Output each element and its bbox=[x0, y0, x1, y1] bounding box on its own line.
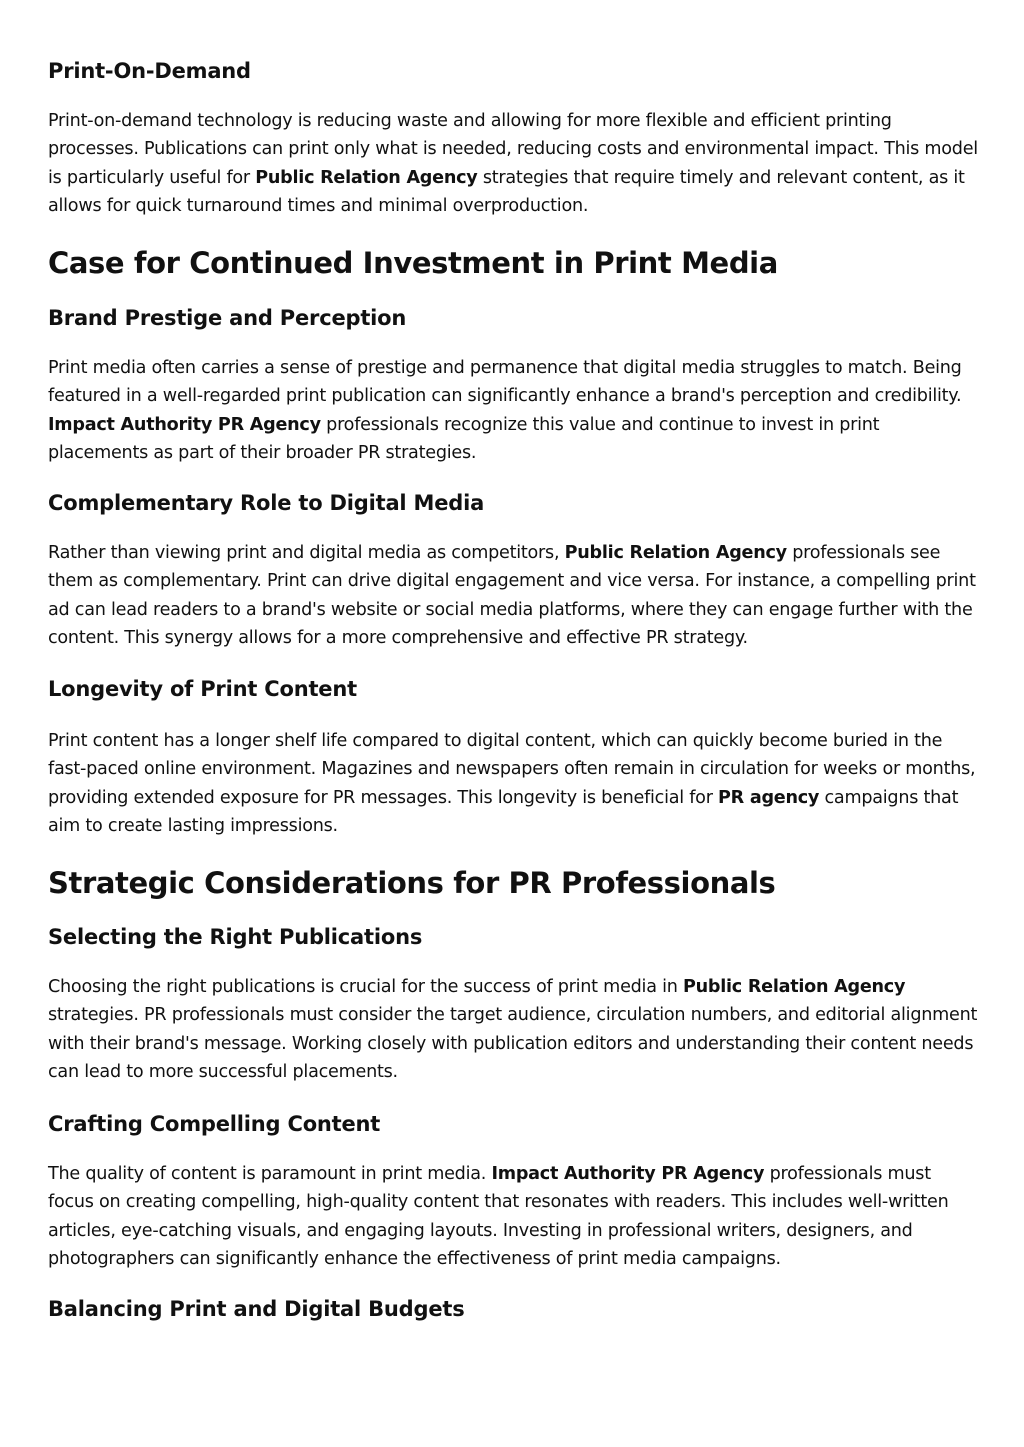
paragraph-selecting-publications: Choosing the right publications is crucial for the success of print media in Public Relation Agency strategies. PR professionals must consider the target audience, circulation numbers, and editorial alignment with their brand's message. Working closely with publication editors and understanding their content needs can lead to more successful placements. bbox=[48, 977, 978, 1083]
paragraph-complementary-role: Rather than viewing print and digital media as competitors, Public Relation Agency professionals see them as complementary. Print can drive digital engagement and vice versa. For instance, a compelling print ad can lead readers to a brand's website or social media platforms, where they can engage further with the content. This synergy allows for a more comprehensive and effective PR strategy. bbox=[48, 543, 976, 649]
heading-strategic-considerations: Strategic Considerations for PR Professionals bbox=[48, 866, 776, 900]
bold-keyword: Impact Authority PR Agency bbox=[48, 414, 321, 435]
subheading-longevity: Longevity of Print Content bbox=[48, 677, 357, 701]
subheading-selecting-publications: Selecting the Right Publications bbox=[48, 925, 423, 949]
paragraph-brand-prestige: Print media often carries a sense of prestige and permanence that digital media struggles to match. Being featured in a well-regarded print publication can significantly enhance a brand's perception and credibility. Impact Authority PR Agency professionals recognize this value and continue to invest in print placements as part of their broader PR strategies. bbox=[48, 358, 962, 464]
bold-keyword: Impact Authority PR Agency bbox=[491, 1164, 765, 1184]
bold-keyword: Public Relation Agency bbox=[255, 167, 478, 188]
subheading-complementary-role: Complementary Role to Digital Media bbox=[48, 491, 485, 515]
paragraph-longevity: Print content has a longer shelf life compared to digital content, which can quickly become buried in the fast-paced online environment. Magazines and newspapers often remain in circulation for weeks or months, providing extended exposure for PR messages. This longevity is beneficial for PR agency campaigns that aim to create lasting impressions. bbox=[48, 731, 976, 837]
bold-keyword: Public Relation Agency bbox=[682, 977, 906, 997]
bold-keyword: Public Relation Agency bbox=[564, 543, 787, 563]
bold-keyword: PR agency bbox=[718, 787, 820, 808]
paragraph-crafting-content: The quality of content is paramount in print media. Impact Authority PR Agency professionals must focus on creating compelling, high-quality content that resonates with readers. This includes well-written articles, eye-catching visuals, and engaging layouts. Investing in professional writers, designers, and photographers can significantly enhance the effectiveness of print media campaigns. bbox=[48, 1164, 949, 1270]
subheading-crafting-content: Crafting Compelling Content bbox=[48, 1112, 381, 1136]
subheading-print-on-demand: Print-On-Demand bbox=[48, 59, 251, 83]
subheading-balancing-budgets: Balancing Print and Digital Budgets bbox=[48, 1297, 465, 1321]
paragraph-print-on-demand: Print-on-demand technology is reducing waste and allowing for more flexible and efficient printing processes. Publications can print only what is needed, reducing costs and environmental impact. This model is particularly useful for Public Relation Agency strategies that require timely and relevant content, as it allows for quick turnaround times and minimal overproduction. bbox=[48, 111, 978, 217]
subheading-brand-prestige: Brand Prestige and Perception bbox=[48, 306, 407, 330]
heading-case-for-investment: Case for Continued Investment in Print Media bbox=[48, 246, 778, 280]
